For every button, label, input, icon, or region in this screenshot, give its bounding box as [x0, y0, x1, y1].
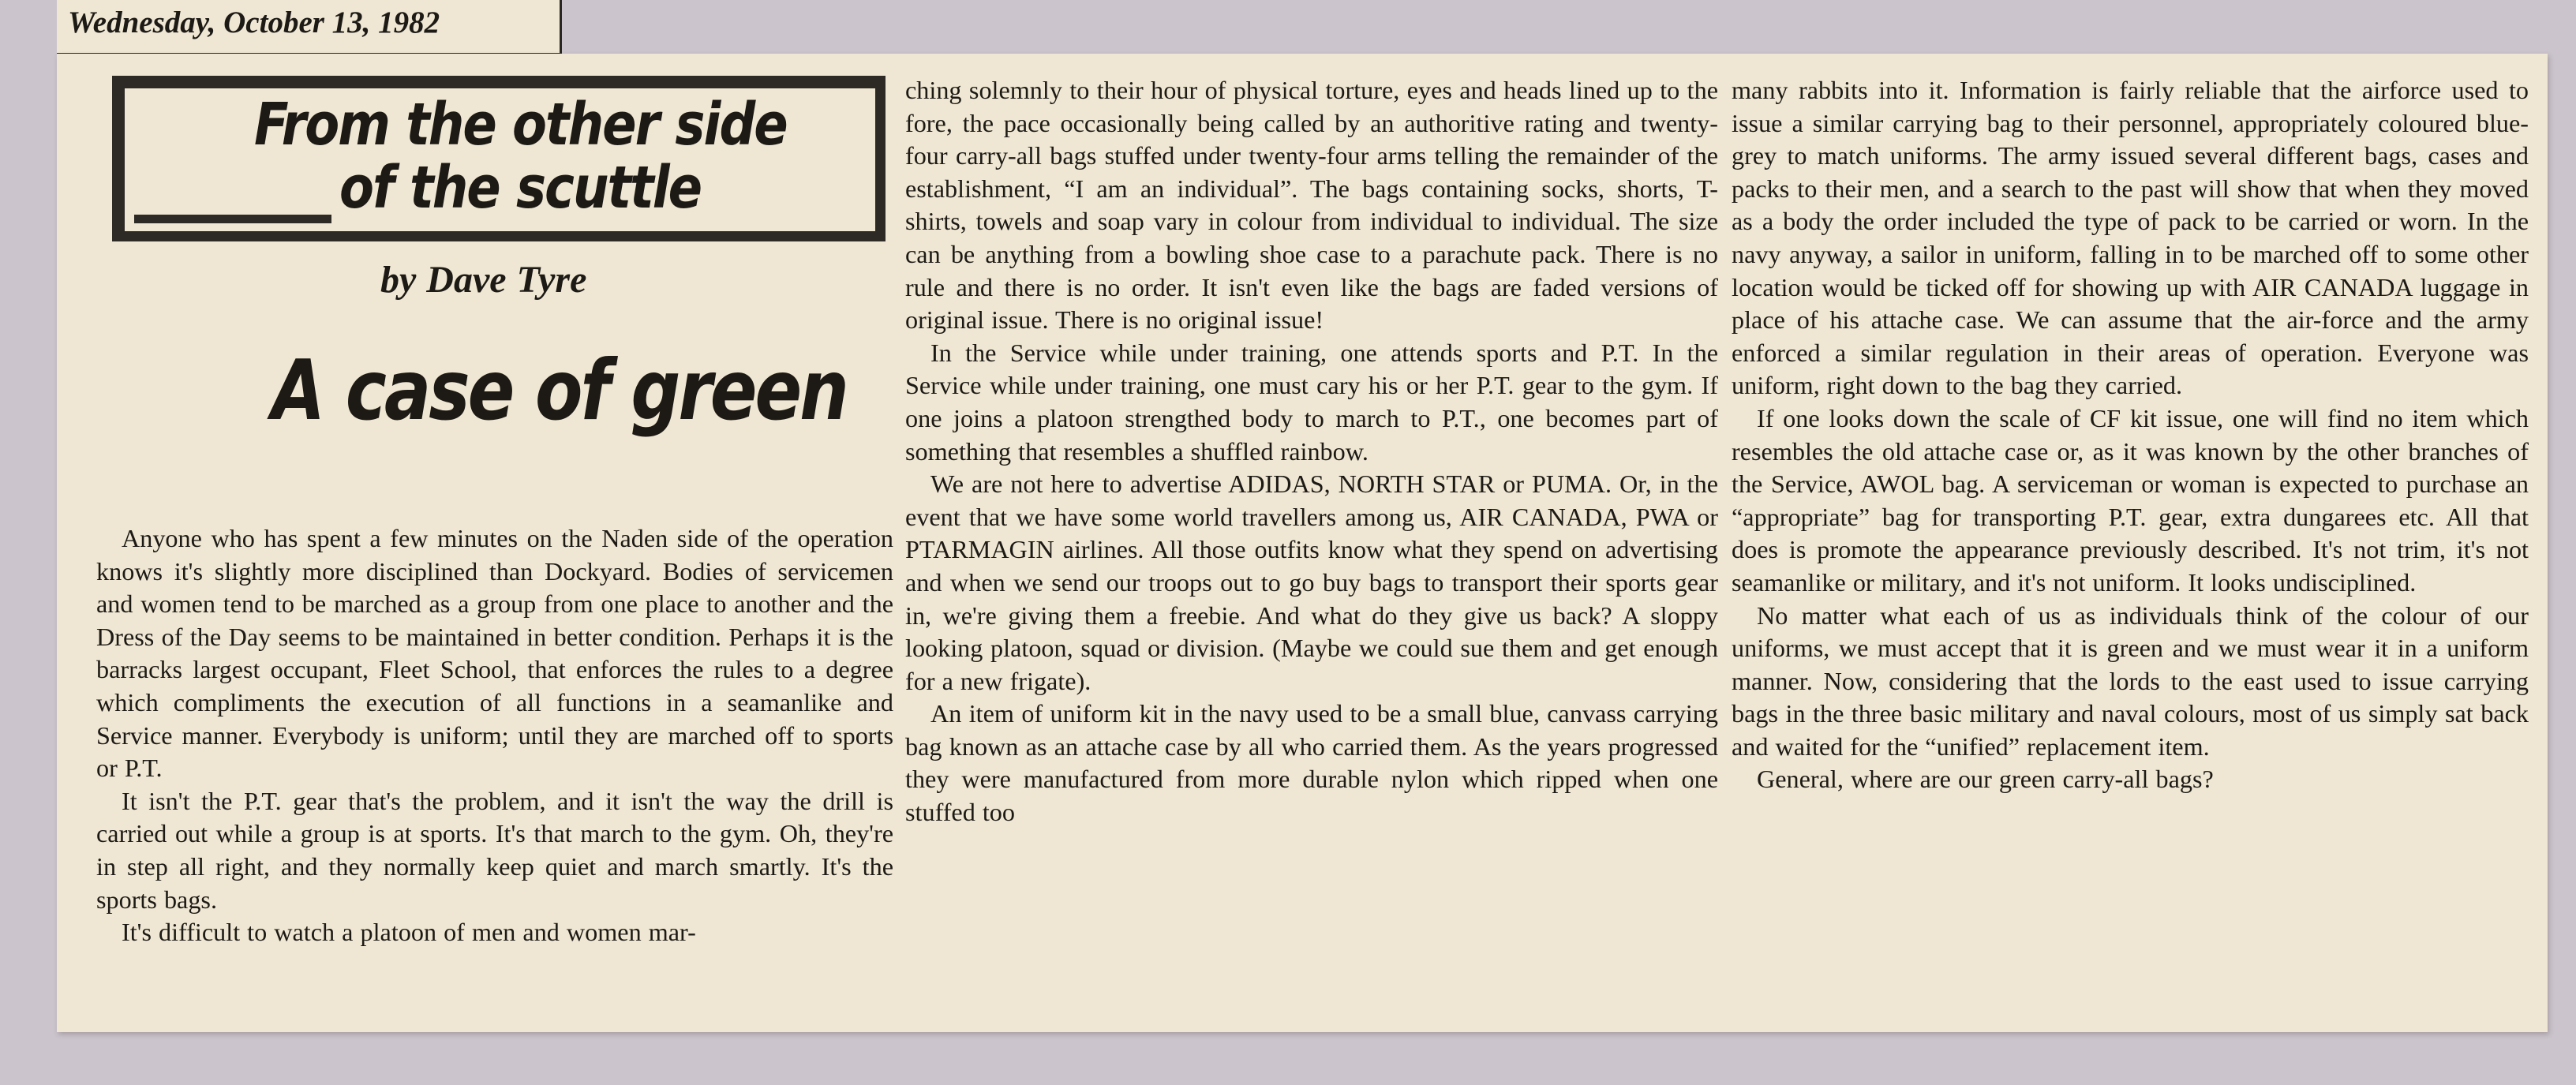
- article-headline: A case of green: [271, 341, 847, 440]
- newspaper-clipping: [57, 54, 2548, 1032]
- column-1-body: [96, 522, 893, 949]
- column-title-line-1: From the other side: [254, 92, 787, 159]
- paragraph: In the Service while under training, one attends sports and P.T. In the Service while under training, one must cary his or her P.T. gear to the gym. If one joins a platoon strengthed body to march to P.T., one becomes part of something that resembles a shuffled rainbow.: [905, 338, 1718, 466]
- column-2: [905, 74, 1718, 829]
- paragraph: ching solemnly to their hour of physical torture, eyes and heads lined up to the fore, the pace occasionally being called by an authoritive rating and twenty-four carry-all bags stuffed under twenty-four arms telling the remainder of the establishment, “I am an individual”. The bags containing socks, shorts, T-shirts, towels and soap vary in colour from individual to individual. The size can be anything from a bowling shoe case to a parachute pack. There is no rule and there is no order. It isn't even like the bags are faded versions of original issue. There is no original issue!: [905, 76, 1718, 335]
- paragraph: Anyone who has spent a few minutes on the Naden side of the operation knows it's slightly more disciplined than Dockyard. Bodies of servicemen and women tend to be marched as a group from one place to another and the Dress of the Day seems to be maintained in better condition. Perhaps it is the barracks largest occupant, Fleet School, that enforces the rules to a degree which compliments the execution of all functions in a seamanlike and Service manner. Everybody is uniform; until they are marched off to sports or P.T.: [96, 524, 893, 783]
- paragraph: many rabbits into it. Information is fairly reliable that the airforce used to issue a similar carrying bag to their personnel, appropriately coloured blue-grey to match uniforms. The army issued several different bags, cases and packs to their men, and a search to the past will show that when they moved as a body the order included the type of pack to be carried or worn. In the navy anyway, a sailor in uniform, falling in to be marched off to some other location would be ticked off for showing up with AIR CANADA luggage in place of his attache case. We can assume that the air-force and the army enforced a similar regulation in their areas of operation. Everyone was uniform, right down to the bag they carried.: [1732, 76, 2529, 400]
- column-title-line-2: of the scuttle: [333, 170, 707, 208]
- dateline-tab: [57, 0, 562, 55]
- paragraph: It isn't the P.T. gear that's the problem, and it isn't the way the drill is carried out while a group is at sports. It's that march to the gym. Oh, they're in step all right, and they normally keep quiet and march smartly. It's the sports bags.: [96, 786, 893, 914]
- paragraph: An item of uniform kit in the navy used to be a small blue, canvass carrying bag known as an attache case by all who carried them. As the years progressed they were manufactured from more durable nylon which ripped when one stuffed too: [905, 699, 1718, 827]
- byline: by Dave Tyre: [380, 259, 587, 301]
- paragraph: General, where are our green carry-all bags?: [1757, 765, 2214, 794]
- paragraph: If one looks down the scale of CF kit issue, one will find no item which resembles the old attache case or, as it was known by the other branches of the Service, AWOL bag. A serviceman or woman is expected to purchase an “appropriate” bag for transporting P.T. gear, extra dungarees etc. All that does is promote the appearance previously described. It's not trim, it's not seamanlike or military, and it's not uniform. It looks undisciplined.: [1732, 403, 2529, 597]
- paragraph: No matter what each of us as individuals think of the colour of our uniforms, we must accept that it is green and we must wear it in a uniform manner. Now, considering that the lords to the east used to issue carrying bags in the three basic military and naval colours, most of us simply sat back and waited for the “unified” replacement item.: [1732, 600, 2529, 761]
- dateline-text: Wednesday, October 13, 1982: [68, 6, 440, 39]
- paragraph: We are not here to advertise ADIDAS, NORTH STAR or PUMA. Or, in the event that we have some world travellers among us, AIR CANADA, PWA or PTARMAGIN airlines. All those outfits know what they spend on advertising and when we send our troops out to go buy bags to transport their sports gear in, we're giving them a freebie. And what do they give us back? A sloppy looking platoon, squad or division. (Maybe we could sue them and get enough for a new frigate).: [905, 470, 1718, 695]
- column-3: [1732, 74, 2529, 796]
- paragraph: It's difficult to watch a platoon of men and women mar-: [122, 918, 696, 947]
